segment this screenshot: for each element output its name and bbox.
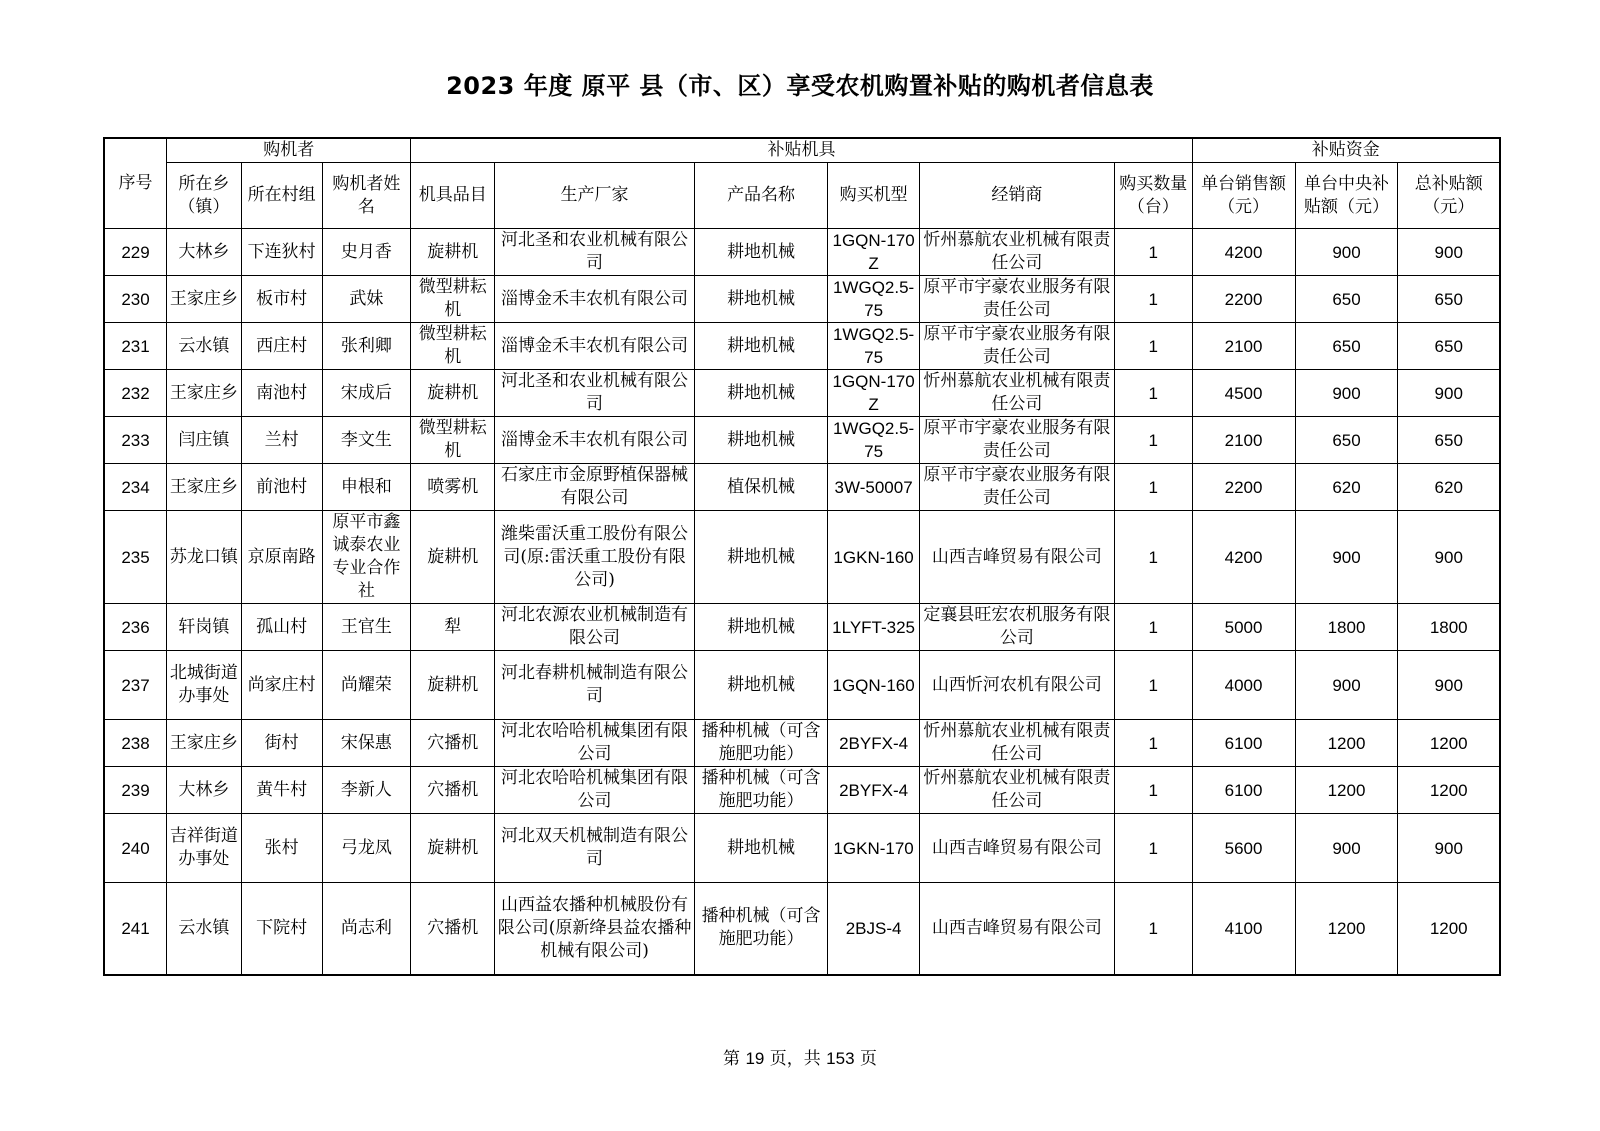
qty-cell: 1 — [1114, 720, 1192, 767]
dealer-cell: 定襄县旺宏农机服务有限公司 — [920, 604, 1115, 651]
name-cell: 尚志利 — [322, 883, 411, 975]
qty-cell: 1 — [1114, 276, 1192, 323]
product-cell: 耕地机械 — [694, 370, 827, 417]
category-cell: 旋耕机 — [411, 511, 495, 604]
total-subsidy-cell: 900 — [1398, 511, 1500, 604]
central-subsidy-cell: 900 — [1295, 651, 1398, 720]
central-subsidy-cell: 900 — [1295, 511, 1398, 604]
subsidy-table — [103, 137, 1501, 976]
total-subsidy-cell: 1200 — [1398, 883, 1500, 975]
qty-cell: 1 — [1114, 229, 1192, 276]
model-cell: 3W-50007 — [828, 464, 920, 511]
central-subsidy-cell: 650 — [1295, 417, 1398, 464]
seq-cell: 230 — [104, 276, 167, 323]
seq-cell: 231 — [104, 323, 167, 370]
manufacturer-cell: 淄博金禾丰农机有限公司 — [495, 323, 695, 370]
name-cell: 尚耀荣 — [322, 651, 411, 720]
total-subsidy-cell: 900 — [1398, 370, 1500, 417]
table-row — [104, 276, 1500, 323]
product-cell: 耕地机械 — [694, 511, 827, 604]
central-subsidy-cell: 650 — [1295, 323, 1398, 370]
total-subsidy-cell: 620 — [1398, 464, 1500, 511]
village-cell: 板市村 — [241, 276, 322, 323]
manufacturer-cell: 潍柴雷沃重工股份有限公司(原:雷沃重工股份有限公司) — [495, 511, 695, 604]
qty-cell: 1 — [1114, 511, 1192, 604]
product-header: 产品名称 — [694, 163, 827, 229]
product-cell: 耕地机械 — [694, 417, 827, 464]
seq-cell: 234 — [104, 464, 167, 511]
category-header: 机具品目 — [411, 163, 495, 229]
price-cell: 2100 — [1192, 323, 1295, 370]
seq-cell: 240 — [104, 814, 167, 883]
total-pages: 153 — [826, 1049, 855, 1068]
price-cell: 6100 — [1192, 767, 1295, 814]
category-cell: 旋耕机 — [411, 229, 495, 276]
village-cell: 南池村 — [241, 370, 322, 417]
total-subsidy-cell: 650 — [1398, 417, 1500, 464]
name-cell: 申根和 — [322, 464, 411, 511]
category-cell: 旋耕机 — [411, 651, 495, 720]
model-cell: 1WGQ2.5-75 — [828, 417, 920, 464]
table-row — [104, 720, 1500, 767]
total-subsidy-cell: 900 — [1398, 229, 1500, 276]
seq-cell: 236 — [104, 604, 167, 651]
manufacturer-cell: 淄博金禾丰农机有限公司 — [495, 417, 695, 464]
village-cell: 下院村 — [241, 883, 322, 975]
manufacturer-cell: 河北农哈哈机械集团有限公司 — [495, 720, 695, 767]
category-cell: 微型耕耘机 — [411, 323, 495, 370]
dealer-cell: 山西吉峰贸易有限公司 — [920, 883, 1115, 975]
model-cell: 2BYFX-4 — [828, 720, 920, 767]
manufacturer-cell: 河北春耕机械制造有限公司 — [495, 651, 695, 720]
seq-cell: 233 — [104, 417, 167, 464]
total-subsidy-cell: 650 — [1398, 276, 1500, 323]
manufacturer-cell: 河北农哈哈机械集团有限公司 — [495, 767, 695, 814]
price-cell: 2200 — [1192, 276, 1295, 323]
manufacturer-cell: 淄博金禾丰农机有限公司 — [495, 276, 695, 323]
name-cell: 王官生 — [322, 604, 411, 651]
product-cell: 播种机械（可含施肥功能） — [694, 767, 827, 814]
town-cell: 北城街道办事处 — [167, 651, 242, 720]
central-subsidy-cell: 620 — [1295, 464, 1398, 511]
table-row — [104, 370, 1500, 417]
price-cell: 2200 — [1192, 464, 1295, 511]
qty-cell: 1 — [1114, 767, 1192, 814]
manufacturer-cell: 河北农源农业机械制造有限公司 — [495, 604, 695, 651]
qty-cell: 1 — [1114, 604, 1192, 651]
name-cell: 宋成后 — [322, 370, 411, 417]
town-cell: 王家庄乡 — [167, 720, 242, 767]
footer-suffix: 页 — [854, 1049, 877, 1069]
table-row — [104, 464, 1500, 511]
total-subsidy-cell: 1200 — [1398, 767, 1500, 814]
category-cell: 喷雾机 — [411, 464, 495, 511]
price-cell: 2100 — [1192, 417, 1295, 464]
town-cell: 吉祥街道办事处 — [167, 814, 242, 883]
seq-cell: 235 — [104, 511, 167, 604]
manufacturer-cell: 河北双天机械制造有限公司 — [495, 814, 695, 883]
column-header-row — [104, 163, 1500, 229]
qty-cell: 1 — [1114, 651, 1192, 720]
village-cell: 兰村 — [241, 417, 322, 464]
village-header: 所在村组 — [241, 163, 322, 229]
category-cell: 穴播机 — [411, 767, 495, 814]
table-row — [104, 323, 1500, 370]
qty-cell: 1 — [1114, 883, 1192, 975]
seq-cell: 241 — [104, 883, 167, 975]
qty-cell: 1 — [1114, 464, 1192, 511]
village-cell: 西庄村 — [241, 323, 322, 370]
total-subsidy-cell: 900 — [1398, 651, 1500, 720]
funds-group-header: 补贴资金 — [1192, 138, 1500, 163]
price-cell: 4200 — [1192, 229, 1295, 276]
central-subsidy-cell: 1200 — [1295, 767, 1398, 814]
product-cell: 耕地机械 — [694, 229, 827, 276]
product-cell: 耕地机械 — [694, 814, 827, 883]
town-cell: 王家庄乡 — [167, 276, 242, 323]
dealer-cell: 忻州慕航农业机械有限责任公司 — [920, 767, 1115, 814]
seq-cell: 237 — [104, 651, 167, 720]
price-cell: 6100 — [1192, 720, 1295, 767]
dealer-cell: 忻州慕航农业机械有限责任公司 — [920, 370, 1115, 417]
price-cell: 5000 — [1192, 604, 1295, 651]
footer-prefix: 第 — [723, 1049, 746, 1069]
name-cell: 张利卿 — [322, 323, 411, 370]
name-cell: 李文生 — [322, 417, 411, 464]
central-subsidy-cell: 900 — [1295, 229, 1398, 276]
total-subsidy-cell: 650 — [1398, 323, 1500, 370]
central-subsidy-cell: 1200 — [1295, 883, 1398, 975]
village-cell: 下连狄村 — [241, 229, 322, 276]
category-cell: 穴播机 — [411, 883, 495, 975]
footer-middle: 页，共 — [764, 1049, 827, 1069]
product-cell: 耕地机械 — [694, 604, 827, 651]
dealer-cell: 忻州慕航农业机械有限责任公司 — [920, 229, 1115, 276]
product-cell: 播种机械（可含施肥功能） — [694, 720, 827, 767]
central-subsidy-cell: 900 — [1295, 370, 1398, 417]
model-cell: 2BJS-4 — [828, 883, 920, 975]
model-cell: 1GQN-160 — [828, 651, 920, 720]
manufacturer-cell: 山西益农播种机械股份有限公司(原新绛县益农播种机械有限公司) — [495, 883, 695, 975]
table-row — [104, 767, 1500, 814]
town-cell: 大林乡 — [167, 229, 242, 276]
product-cell: 耕地机械 — [694, 276, 827, 323]
model-header: 购买机型 — [828, 163, 920, 229]
page-number: 19 — [745, 1049, 765, 1068]
village-cell: 黄牛村 — [241, 767, 322, 814]
manufacturer-header: 生产厂家 — [495, 163, 695, 229]
page-footer — [0, 1044, 1600, 1069]
dealer-cell: 原平市宇豪农业服务有限责任公司 — [920, 464, 1115, 511]
qty-cell: 1 — [1114, 417, 1192, 464]
table-row — [104, 511, 1500, 604]
dealer-cell: 忻州慕航农业机械有限责任公司 — [920, 720, 1115, 767]
central-subsidy-header: 单台中央补贴额（元） — [1295, 163, 1398, 229]
manufacturer-cell: 河北圣和农业机械有限公司 — [495, 370, 695, 417]
seq-header: 序号 — [104, 138, 167, 229]
table-row — [104, 229, 1500, 276]
machine-group-header: 补贴机具 — [411, 138, 1192, 163]
town-cell: 苏龙口镇 — [167, 511, 242, 604]
price-header: 单台销售额（元） — [1192, 163, 1295, 229]
product-cell: 耕地机械 — [694, 651, 827, 720]
name-cell: 武妹 — [322, 276, 411, 323]
dealer-cell: 山西忻河农机有限公司 — [920, 651, 1115, 720]
product-cell: 播种机械（可含施肥功能） — [694, 883, 827, 975]
total-subsidy-cell: 1800 — [1398, 604, 1500, 651]
manufacturer-cell: 石家庄市金原野植保器械有限公司 — [495, 464, 695, 511]
group-header-row — [104, 138, 1500, 163]
qty-cell: 1 — [1114, 814, 1192, 883]
model-cell: 2BYFX-4 — [828, 767, 920, 814]
town-cell: 大林乡 — [167, 767, 242, 814]
town-cell: 云水镇 — [167, 883, 242, 975]
name-header: 购机者姓名 — [322, 163, 411, 229]
buyer-group-header: 购机者 — [167, 138, 411, 163]
total-subsidy-cell: 1200 — [1398, 720, 1500, 767]
central-subsidy-cell: 1200 — [1295, 720, 1398, 767]
village-cell: 京原南路 — [241, 511, 322, 604]
category-cell: 旋耕机 — [411, 814, 495, 883]
qty-cell: 1 — [1114, 370, 1192, 417]
category-cell: 犁 — [411, 604, 495, 651]
price-cell: 5600 — [1192, 814, 1295, 883]
seq-cell: 232 — [104, 370, 167, 417]
dealer-header: 经销商 — [920, 163, 1115, 229]
seq-cell: 229 — [104, 229, 167, 276]
dealer-cell: 山西吉峰贸易有限公司 — [920, 511, 1115, 604]
price-cell: 4500 — [1192, 370, 1295, 417]
village-cell: 张村 — [241, 814, 322, 883]
village-cell: 尚家庄村 — [241, 651, 322, 720]
central-subsidy-cell: 650 — [1295, 276, 1398, 323]
manufacturer-cell: 河北圣和农业机械有限公司 — [495, 229, 695, 276]
model-cell: 1GQN-170Z — [828, 370, 920, 417]
model-cell: 1LYFT-325 — [828, 604, 920, 651]
central-subsidy-cell: 1800 — [1295, 604, 1398, 651]
dealer-cell: 山西吉峰贸易有限公司 — [920, 814, 1115, 883]
seq-cell: 239 — [104, 767, 167, 814]
model-cell: 1WGQ2.5-75 — [828, 323, 920, 370]
page-title: 2023 年度 原平 县（市、区）享受农机购置补贴的购机者信息表 — [446, 72, 1154, 100]
category-cell: 穴播机 — [411, 720, 495, 767]
model-cell: 1GKN-160 — [828, 511, 920, 604]
table-row — [104, 604, 1500, 651]
name-cell: 宋保惠 — [322, 720, 411, 767]
category-cell: 旋耕机 — [411, 370, 495, 417]
category-cell: 微型耕耘机 — [411, 417, 495, 464]
central-subsidy-cell: 900 — [1295, 814, 1398, 883]
town-cell: 王家庄乡 — [167, 370, 242, 417]
total-subsidy-header: 总补贴额（元） — [1398, 163, 1500, 229]
table-row — [104, 417, 1500, 464]
dealer-cell: 原平市宇豪农业服务有限责任公司 — [920, 323, 1115, 370]
dealer-cell: 原平市宇豪农业服务有限责任公司 — [920, 276, 1115, 323]
model-cell: 1WGQ2.5-75 — [828, 276, 920, 323]
table-row — [104, 814, 1500, 883]
price-cell: 4100 — [1192, 883, 1295, 975]
town-cell: 轩岗镇 — [167, 604, 242, 651]
total-subsidy-cell: 900 — [1398, 814, 1500, 883]
price-cell: 4200 — [1192, 511, 1295, 604]
table-row — [104, 651, 1500, 720]
name-cell: 原平市鑫诚泰农业专业合作社 — [322, 511, 411, 604]
town-cell: 闫庄镇 — [167, 417, 242, 464]
town-header: 所在乡（镇） — [167, 163, 242, 229]
dealer-cell: 原平市宇豪农业服务有限责任公司 — [920, 417, 1115, 464]
name-cell: 史月香 — [322, 229, 411, 276]
qty-header: 购买数量（台） — [1114, 163, 1192, 229]
category-cell: 微型耕耘机 — [411, 276, 495, 323]
town-cell: 云水镇 — [167, 323, 242, 370]
village-cell: 街村 — [241, 720, 322, 767]
town-cell: 王家庄乡 — [167, 464, 242, 511]
seq-cell: 238 — [104, 720, 167, 767]
model-cell: 1GKN-170 — [828, 814, 920, 883]
village-cell: 前池村 — [241, 464, 322, 511]
village-cell: 孤山村 — [241, 604, 322, 651]
price-cell: 4000 — [1192, 651, 1295, 720]
table-row — [104, 883, 1500, 975]
name-cell: 李新人 — [322, 767, 411, 814]
product-cell: 耕地机械 — [694, 323, 827, 370]
name-cell: 弓龙凤 — [322, 814, 411, 883]
qty-cell: 1 — [1114, 323, 1192, 370]
product-cell: 植保机械 — [694, 464, 827, 511]
model-cell: 1GQN-170Z — [828, 229, 920, 276]
